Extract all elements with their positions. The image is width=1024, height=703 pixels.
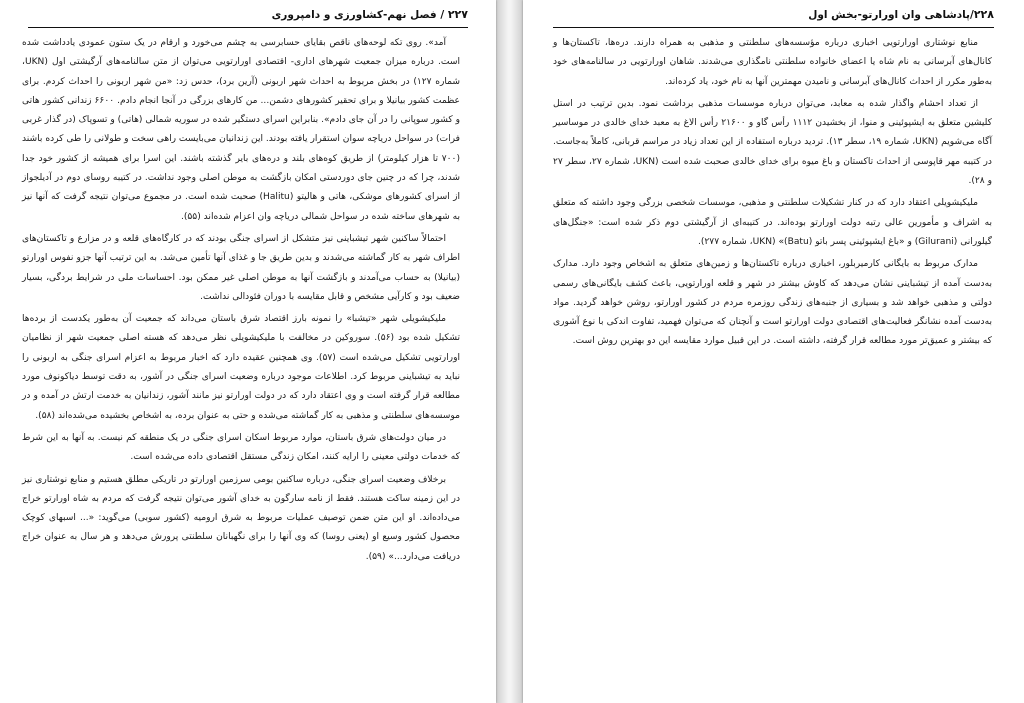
paragraph: منابع نوشتاری اورارتویی اخباری درباره مؤسسه‌های سلطنتی و مذهبی به همراه دارند. دره‌ها، تاکستان‌ها و کانال‌های آبرسانی به نام شاه یا اعضای خانواده سلطنتی نامگذاری می‌شدند. شاهان اورارتویی در سالنامه‌های خود به‌طور مکرر از احداث کانال‌های آبرسانی و نامیدن مهمترین آنها به نام خود، یاد کرده‌اند. — [553, 38, 992, 87]
paragraph: از تعداد احشام واگذار شده به معابد، می‌توان درباره موسسات مذهبی برداشت نمود. بدین ترتیب در استل کلیشین متعلق به ایشپوئینی و منوا، از بخشیدن ۱۱۱۲ رأس گاو و ۲۱۶۰۰ رأس الاغ به معبد خدای خالدی در موساسیر آگاه می‌شویم (UKN، شماره ۱۹، سطر ۱۳). تردید درباره استفاده از این تعداد زیاد در مراسم قربانی، کاملاً به‌جاست. در کتیبه مهر قاپوسی از احداث تاکستان و باغ میوه برای خدای خالدی صحبت شده است (UKN، شماره ۲۷، سطر ۲۷ و ۲۸). — [553, 98, 993, 187]
paragraph: ملیکیشویلی اعتقاد دارد که در کنار تشکیلات سلطنتی و مذهبی، موسسات شخصی بزرگی وجود داشته که متعلق به اشراف و مأمورین عالی رتبه دولت اورارتو بوده‌اند. در کتیبه‌ای از آرگیشتی دوم ذکر شده است: «جنگل‌های گیلورانی (Gilurani) و «باغ ایشپوئینی پسر باتو (Batu)» (UKN، شماره ۲۷۷). — [553, 198, 992, 247]
right-page-body — [553, 34, 992, 355]
right-chapter-title: پادشاهی وان اورارتو-بخش اول — [808, 9, 970, 21]
paragraph: ملیکیشویلی شهر «تیشبا» را نمونه بارز اقتصاد شرق باستان می‌داند که جمعیت آن به‌طور یکدست از برده‌ها تشکیل شده بود (۵۶). سوروکین در مخالفت با ملیکیشویلی نظر می‌دهد که هسته اصلی جمعیت شهر از نظامیان اورارتویی تشکیل می‌شده است (۵۷). وی همچنین عقیده دارد که اخبار مربوط به اعزام اسرای جنگی به اربونی را نباید به تیشباینی مربوط کرد. اطلاعات موجود درباره وضعیت اسرای جنگی در آشور، به دقت توسط دیاکونوف مورد مطالعه قرار گرفته است و وی اعتقاد دارد که در دولت اورارتو نیز مانند آشور، زندانیان به خدمت ارتش در آمده و در موسسه‌های سلطنتی و مذهبی به کار گماشته می‌شده و حتی به عنوان برده، به اشخاص بخشیده می‌شده‌اند (۵۸). — [22, 314, 461, 421]
left-page-body — [22, 34, 460, 570]
paragraph: احتمالاً ساکنین شهر تیشباینی نیز متشکل از اسرای جنگی بودند که در کارگاه‌های قلعه و در مزارع و تاکستان‌های اطراف شهر به کار گماشته می‌شدند و بدین طریق جا و غذای آنها تأمین می‌شد. به این ترتیب آنها جزو نفوس اورارتو (بیانیلا) به حساب می‌آمدند و بازگشت آنها به موطن اصلی غیر ممکن بود. احساسات ملی در شرایط بردگی، بسیار ضعیف بود و کارآیی مشخص و قابل مقایسه با دوران فئودالی نداشت. — [22, 233, 460, 302]
paragraph: برخلاف وضعیت اسرای جنگی، درباره ساکنین بومی سرزمین اورارتو در تاریکی مطلق هستیم و منابع نوشتاری نیز در این زمینه ساکت هستند. فقط از نامه سارگون به خدای آشور می‌توان نتیجه گرفت که مردم به شاه اورارتو خراج می‌داده‌اند. او این متن ضمن توصیف عملیات مربوط به شرق ارومیه (کشور سوبی) می‌گوید: «... اسبهای کوچک محصول کشور وسیع او (یعنی روسا) که وی آنها را برای نگهبانان سلطنتی پرورش می‌دهد و هر سال به عنوان خراج دریافت می‌دارد...» (۵۹). — [22, 474, 460, 562]
book-gutter — [496, 0, 523, 703]
right-page — [523, 0, 1024, 703]
right-page-header — [553, 6, 994, 24]
paragraph: مدارک مربوط به بایگانی کارمیربلور، اخباری درباره تاکستان‌ها و زمین‌های متعلق به اشخاص وجود دارد. مدارک به‌دست آمده از تیشباینی نشان می‌دهد که کاوش بیشتر در شهر و قلعه اورارتویی، باعث کشف بایگانی‌های رسمی دولتی و مذهبی خواهد شد و بسیاری از جنبه‌های زندگی روزمره مردم در کشور اورارتو، روشن خواهد گردید. مواد به‌دست آمده نشانگر فعالیت‌های اقتصادی دولت اورارتو است و آنچنان که می‌توان فهمید، تفاوت اندکی با نوع آشوری که بیشتر و عمیق‌تر مورد مطالعه قرار گرفته، داشته است. در این قبیل موارد مقایسه این دو بهترین روش است. — [553, 259, 992, 347]
left-header-rule — [28, 27, 468, 28]
left-page — [0, 0, 496, 703]
left-header-separator: / — [436, 9, 448, 21]
left-chapter-title: فصل نهم-کشاورزی و دامپروری — [271, 9, 437, 21]
paragraph: در میان دولت‌های شرق باستان، موارد مربوط اسکان اسرای جنگی در یک منطقه کم نیست. به آنها به این شرط که خدمات دولتی معینی را ارایه کنند، امکان زندگی مستقل اقتصادی داده می‌شده است. — [22, 432, 460, 463]
paragraph: آمد». روی تکه لوحه‌های ناقص بقایای حسابرسی به چشم می‌خورد و ارقام در یک ستون عمودی یادداشت شده است. درباره میزان جمعیت شهرهای اداری- اقتصادی اورارتویی می‌توان از متن سالنامه‌های آرگیشتی اول (UKN، شماره ۱۲۷) در بخش مربوط به احداث شهر اربونی (آرین برد)، حدس زد: «من شهر اربونی را احداث کردم. برای عظمت کشور بیانیلا و برای تحقیر کشورهای دشمن... من کارهای بزرگی در آنجا انجام دادم. ۶۶۰۰ زندانی کشور هاتی و کشور سوپانی را در آن جای دادم». بنابراین اسرای دستگیر شده در سوریه شمالی (هاتی) و تسوپاک (در گذار غربی فرات) در سواحل دریاچه سوان استقرار یافته بودند. این زندانیان می‌بایست راهی سخت و طولانی را طی کرده باشند (۷۰۰ تا هزار کیلومتر) از طریق کوه‌های بلند و دره‌های بایر گذشته باشند. این اسرا برای همیشه از کشور خود جدا شدند، چرا که در چنین جای دوردستی امکان بازگشت به موطن اصلی وجود نداشت. در کتیبه روسای دوم در آدیلجواز از اسرای کشورهای موشکی، هاتی و هالیتو (Halitu) صحبت شده است. در مجموع می‌توان نتیجه گرفت که آنها نیز به شهرهای ساخته شده در سواحل شمالی دریاچه وان اعزام شده‌اند (۵۵). — [22, 38, 460, 222]
right-header-separator: / — [970, 9, 974, 21]
left-page-header — [28, 6, 468, 24]
right-header-rule — [553, 27, 994, 28]
right-page-number: ۲۲۸ — [973, 8, 994, 21]
left-page-number: ۲۲۷ — [447, 8, 468, 21]
